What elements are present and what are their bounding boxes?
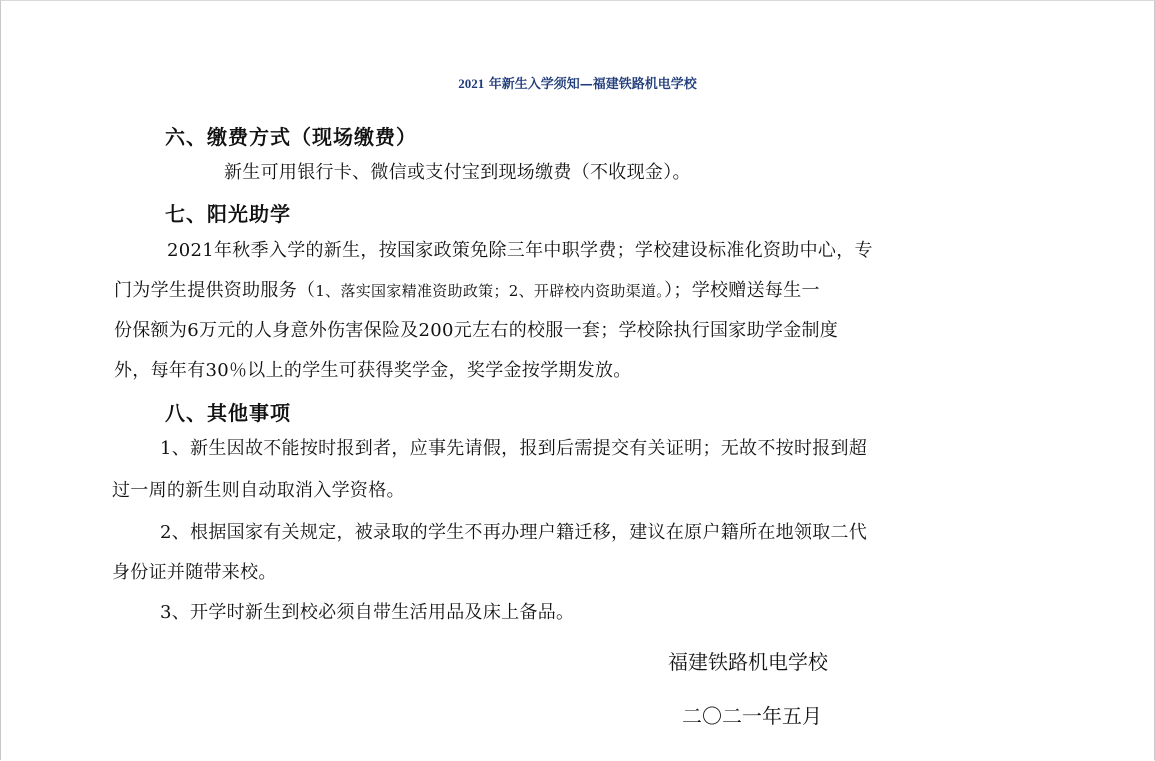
- section-eight-item-1-line-1: 1、新生因故不能按时报到者，应事先请假，报到后需提交有关证明；无故不按时报到超: [160, 438, 868, 459]
- section-eight-item-2-line-1: 2、根据国家有关规定，被录取的学生不再办理户籍迁移，建议在原户籍所在地领取二代: [160, 522, 868, 543]
- section-seven-line-2c: ）；学校赠送每生一: [664, 280, 820, 301]
- section-eight-title: 八、其他事项: [165, 401, 291, 425]
- section-eight-item-1-line-2: 过一周的新生则自动取消入学资格。: [112, 480, 405, 501]
- header-year: 2021: [458, 76, 485, 91]
- section-seven-line-3: 份保额为6万元的人身意外伤害保险及200元左右的校服一套；学校除执行国家助学金制度: [114, 320, 839, 341]
- section-seven-line-2b: 1、落实国家精准资助政策；2、开辟校内资助渠道。: [315, 282, 665, 300]
- signature-date: 二〇二一年五月: [682, 704, 822, 728]
- section-seven-line-4: 外，每年有30％以上的学生可获得奖学金，奖学金按学期发放。: [114, 360, 632, 381]
- section-seven-line-2a: 门为学生提供资助服务（: [114, 280, 316, 301]
- signature-school: 福建铁路机电学校: [668, 650, 828, 674]
- section-eight-item-3-line-1: 3、开学时新生到校必须自带生活用品及床上备品。: [160, 602, 575, 623]
- section-eight-item-2-line-2: 身份证并随带来校。: [112, 562, 277, 583]
- header-title: 年新生入学须知—福建铁路机电学校: [484, 77, 697, 92]
- page-header: [0, 73, 1155, 92]
- section-seven-line-2: [114, 276, 820, 302]
- section-six-line-1: 新生可用银行卡、微信或支付宝到现场缴费（不收现金）。: [224, 162, 691, 183]
- section-seven-line-1: 2021年秋季入学的新生，按国家政策免除三年中职学费；学校建设标准化资助中心，专: [167, 240, 873, 261]
- section-six-title: 六、缴费方式（现场缴费）: [165, 125, 417, 149]
- section-seven-title: 七、阳光助学: [165, 202, 291, 226]
